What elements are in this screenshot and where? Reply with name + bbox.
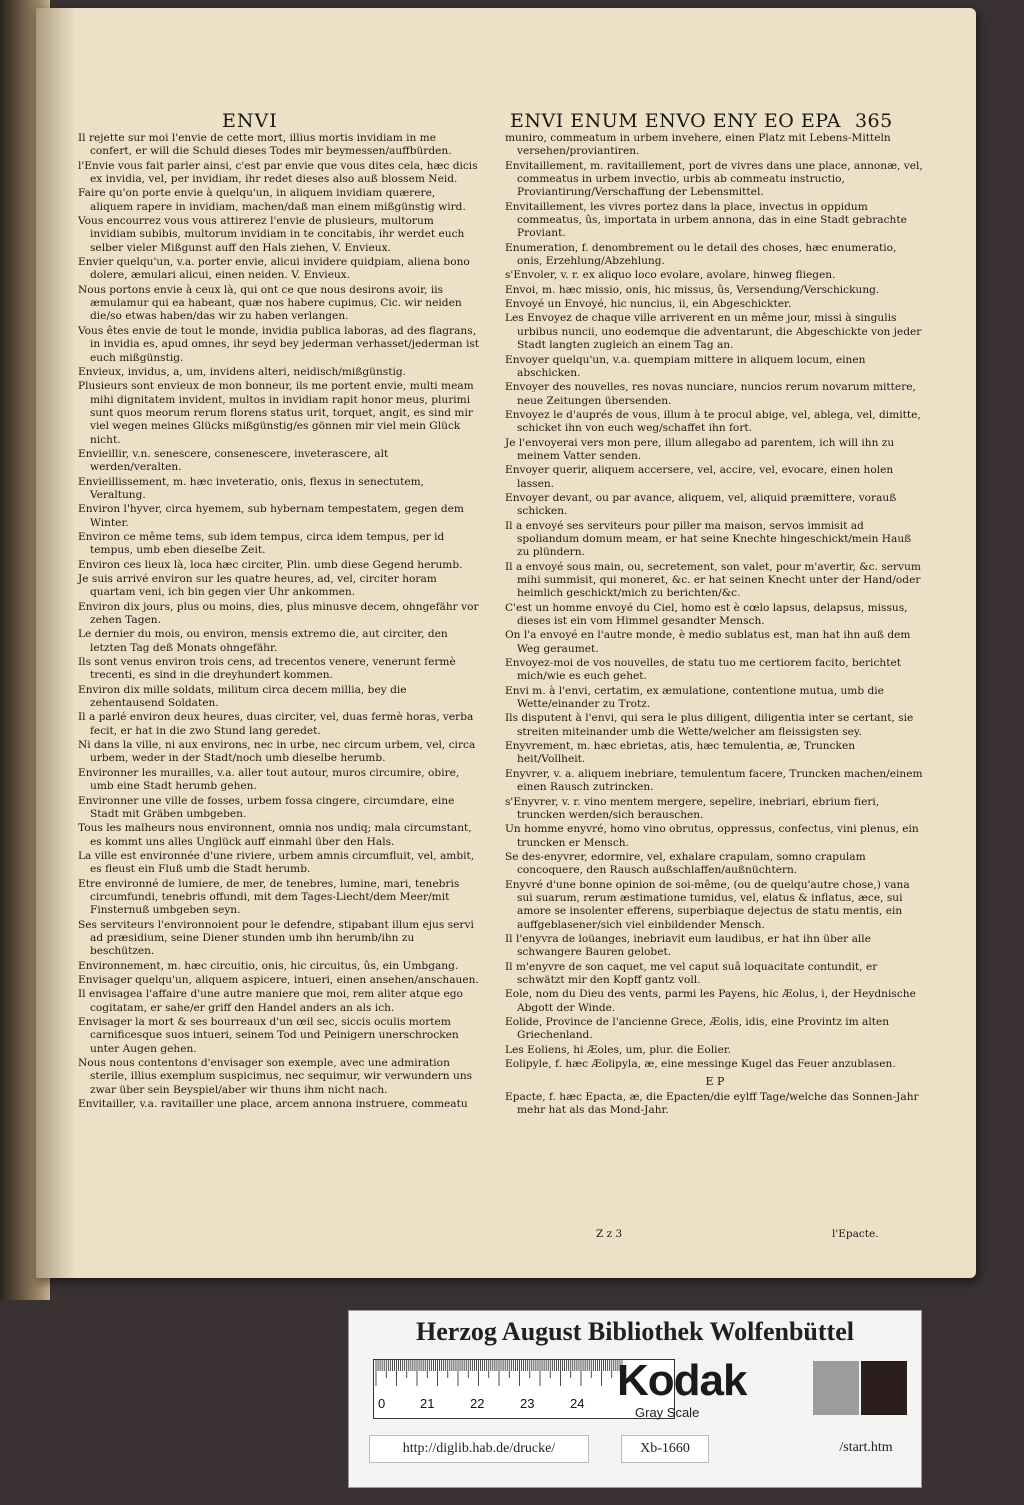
dictionary-entry: Ses serviteurs l'environnoient pour le defendre, stipabant illum ejus servi ad præsidium, seine Diener stunden umb ihn herumb/ihn zu beschützen. — [78, 918, 474, 958]
scale-label-22: 22 — [470, 1396, 485, 1411]
running-head-left: ENVI — [222, 110, 278, 132]
dictionary-entry: Eolide, Province de l'ancienne Grece, Æolis, idis, eine Provintz im alten Griechenland. — [505, 1016, 890, 1042]
dictionary-entry: Envoyer querir, aliquem accersere, vel, accire, vel, evocare, einen holen lassen. — [505, 464, 894, 490]
section-heading: E P — [705, 1075, 725, 1089]
dictionary-entry: Envieillir, v.n. senescere, consenescere, inveterascere, alt werden/veralten. — [78, 447, 389, 474]
library-label-card — [348, 1310, 922, 1488]
gray-patch-light — [813, 1361, 859, 1415]
library-url: http://diglib.hab.de/drucke/ — [369, 1435, 589, 1463]
dictionary-entry: C'est un homme envoyé du Ciel, homo est è cœlo lapsus, delapsus, missus, dieses ist ein vom Himmel gesandter Mensch. — [505, 601, 908, 628]
shelfmark: Xb-1660 — [621, 1435, 709, 1463]
dictionary-entry: Envoyer quelqu'un, v.a. quempiam mittere in aliquem locum, einen abschicken. — [505, 353, 866, 379]
dictionary-entry: Envoyé un Envoyé, hic nuncius, ii, ein Abgeschickter. — [505, 298, 792, 311]
page-number: 365 — [854, 110, 893, 132]
dictionary-entry: Envoi, m. hæc missio, onis, hic missus, ûs, Versendung/Verschickung. — [505, 283, 880, 296]
dictionary-entry: Un homme enyvré, homo vino obrutus, oppressus, confectus, vini plenus, ein truncken er Mensch. — [505, 823, 919, 849]
dictionary-entry: Envier quelqu'un, v.a. porter envie, alicui invidere quidpiam, aliena bono dolere, æmulari alicui, einen neiden. V. Envieux. — [78, 256, 470, 282]
dictionary-entry: Envitaillement, les vivres portez dans la place, invectus in oppidum commeatus, ûs, importata in urbem annona, das in eine Stadt gebrachte Proviant. — [505, 200, 907, 240]
left-column — [78, 132, 480, 1112]
dictionary-entry: Epacte, f. hæc Epacta, æ, die Epacten/die eylff Tage/welche das Sonnen-Jahr mehr hat als das Mond-Jahr. — [505, 1090, 919, 1117]
dictionary-entry: Environner une ville de fosses, urbem fossa cingere, circumdare, eine Stadt mit Gräben umbgeben. — [78, 794, 455, 820]
dictionary-entry: Les Eoliens, hi Æoles, um, plur. die Eolier. — [505, 1043, 732, 1056]
gray-patch-dark — [861, 1361, 907, 1415]
dictionary-entry: Environ ce même tems, sub idem tempus, circa idem tempus, per id tempus, umb eben dieselbe Zeit. — [78, 530, 445, 557]
running-head-right-text: ENVI ENUM ENVO ENY EO EPA — [510, 110, 841, 132]
dictionary-entry: Nous nous contentons d'envisager son exemple, avec une admiration sterile, illius exemplum suspicimus, nec sequimur, wir verwundern uns zwar über sein Beyspiel/aber wir thuns ihm nicht nach. — [78, 1057, 473, 1096]
dictionary-entry: Environ dix mille soldats, militum circa decem millia, bey die zehentausend Soldaten. — [78, 683, 407, 710]
dictionary-entry: Il m'enyvre de son caquet, me vel caput suâ loquacitate contundit, er schwätzt mir den Kopff gantz voll. — [505, 960, 878, 986]
dictionary-entry: muniro, commeatum in urbem invehere, einen Platz mit Lebens-Mitteln versehen/proviantiren. — [505, 132, 891, 158]
dictionary-entry: Enumeration, f. denombrement ou le detail des choses, hæc enumeratio, onis, Erzehlung/Abzehlung. — [505, 241, 897, 268]
scale-label-24: 24 — [570, 1396, 585, 1411]
dictionary-entry: Vous encourrez vous vous attirerez l'envie de plusieurs, multorum invidiam subibis, multorum invidiam in te concitabis, ihr werdet euch selber vieler Mißgunst auff den Hals ziehen, V. Envieux. — [78, 215, 465, 254]
signature-mark: Z z 3 — [596, 1228, 623, 1240]
dictionary-entry: Vous êtes envie de tout le monde, invidia publica laboras, ad des flagrans, in invidia es, apud omnes, ihr seyd bey jederman verhasset/jederman ist euch mißgünstig. — [78, 324, 480, 364]
dictionary-entry: Environ l'hyver, circa hyemem, sub hybernam tempestatem, gegen dem Winter. — [78, 503, 464, 529]
dictionary-entry: Ils sont venus environ trois cens, ad trecentos venere, venerunt fermè trecenti, es sind in die dreyhundert kommen. — [78, 656, 456, 682]
dictionary-entry: Je l'envoyerai vers mon pere, illum allegabo ad parentem, ich will ihn zu meinem Vatter senden. — [505, 436, 895, 462]
dictionary-entry: Envitailler, v.a. ravitailler une place, arcem annona instruere, commeatu — [78, 1098, 468, 1111]
dictionary-entry: Il rejette sur moi l'envie de cette mort, illius mortis invidiam in me confert, er will die Schuld dieses Todes mir beymessen/auffbürden. — [78, 132, 452, 158]
dictionary-entry: Il a envoyé ses serviteurs pour piller ma maison, servos immisit ad spoliandum domum meam, er hat seine Knechte hingeschickt/mein Hauß zu plündern. — [505, 519, 912, 559]
dictionary-entry: Environnement, m. hæc circuitio, onis, hic circuitus, ûs, ein Umbgang. — [78, 959, 459, 972]
dictionary-entry: Enyvrer, v. a. aliquem inebriare, temulentum facere, Truncken machen/einem einen Rausch zutrincken. — [505, 767, 923, 794]
scale-label-23: 23 — [520, 1396, 535, 1411]
dictionary-entry: On l'a envoyé en l'autre monde, è medio sublatus est, man hat ihn auß dem Weg geraumet. — [505, 629, 911, 655]
dictionary-entry: Le dernier du mois, ou environ, mensis extremo die, aut circiter, den letzten Tag deß Monats ohngefähr. — [78, 628, 448, 654]
dictionary-entry: Envoyer devant, ou par avance, aliquem, vel, aliquid præmittere, vorauß schicken. — [505, 491, 897, 518]
dictionary-entry: Eole, nom du Dieu des vents, parmi les Payens, hic Æolus, i, der Heydnische Abgott der Winde. — [505, 988, 916, 1014]
dictionary-entry: Envoyez-moi de vos nouvelles, de statu tuo me certiorem facito, berichtet mich/wie es euch gehet. — [505, 657, 901, 683]
running-head-right — [510, 110, 893, 132]
dictionary-entry: La ville est environnée d'une riviere, urbem amnis circumfluit, vel, ambit, es fleust ein Fluß umb die Stadt herumb. — [78, 849, 475, 876]
kodak-logo: Kodak — [617, 1356, 747, 1405]
dictionary-entry: Tous les malheurs nous environnent, omnia nos undiq; mala circumstant, es kommt uns alles Unglück auff einmahl über den Hals. — [78, 822, 472, 848]
dictionary-entry: Environ dix jours, plus ou moins, dies, plus minusve decem, ohngefähr vor zehen Tagen. — [78, 600, 479, 627]
dictionary-entry: Envoyer des nouvelles, res novas nunciare, nuncios rerum novarum mittere, neue Zeitungen übersenden. — [505, 381, 916, 407]
dictionary-entry: Envisager quelqu'un, aliquem aspicere, intueri, einen ansehen/anschauen. — [78, 973, 479, 986]
dictionary-entry: Envisager la mort & ses bourreaux d'un œil sec, siccis oculis mortem carnificesque suos intueri, seinem Tod und Peinigern unerschrocken unter Augen gehen. — [78, 1016, 459, 1055]
scale-label-21: 21 — [420, 1396, 435, 1411]
catchword: l'Epacte. — [832, 1228, 879, 1240]
dictionary-entry: Etre environné de lumiere, de mer, de tenebres, lumine, mari, tenebris circumfundi, tenebris offundi, mit dem Tages-Liecht/dem Meer/mit Finsternuß umbgeben seyn. — [78, 877, 460, 917]
dictionary-entry: Envi m. à l'envi, certatim, ex æmulatione, contentione mutua, umb die Wette/einander zu Trotz. — [505, 684, 884, 711]
dictionary-entry: Envitaillement, m. ravitaillement, port de vivres dans une place, annonæ, vel, commeatus in urbem invectio, urbis ab commeatu instructio, Proviantirung/Verschaffung der Lebensmittel. — [505, 159, 923, 199]
dictionary-entry: Ils disputent à l'envi, qui sera le plus diligent, diligentia inter se certant, sie streiten miteinander umb die Wette/welcher am fleissigsten sey. — [505, 712, 914, 738]
dictionary-entry: Il a parlé environ deux heures, duas circiter, vel, duas fermè horas, verba fecit, er hat in die zwo Stund lang geredet. — [78, 711, 474, 737]
dictionary-entry: s'Enyvrer, v. r. vino mentem mergere, sepelire, inebriari, ebrium fieri, truncken werden/sich berauschen. — [505, 795, 880, 821]
dictionary-entry: Plusieurs sont envieux de mon bonneur, ils me portent envie, multi meam mihi dignitatem invident, multos in invidiam rapit honor meus, plurimi sunt quos meorum rerum florens status urit, torquet, angit, es sind mir viel wegen meines Glücks mißgünstig/es gönnen mir viel mein Glück nicht. — [78, 380, 474, 446]
right-column — [505, 132, 925, 1118]
dictionary-entry: Se des-enyvrer, edormire, vel, exhalare crapulam, somno crapulam concoquere, den Rausch außschlaffen/außnüchtern. — [505, 850, 866, 877]
dictionary-entry: Envoyez le d'auprés de vous, illum à te procul abige, vel, ablega, vel, dimitte, schicket ihn von euch weg/schaffet ihn fort. — [505, 408, 921, 435]
start-path: /start.htm — [839, 1440, 893, 1455]
dictionary-entry: Il envisagea l'affaire d'une autre maniere que moi, rem aliter atque ego cogitatam, er sahe/er griff den Handel anders an als ich. — [78, 988, 463, 1014]
scale-label-0: 0 — [378, 1396, 386, 1411]
dictionary-entry: Il l'enyvra de loüanges, inebriavit eum laudibus, er hat ihn über alle schwangere Bauren gelobet. — [505, 932, 871, 959]
dictionary-entry: Envieillissement, m. hæc inveteratio, onis, flexus in senectutem, Veraltung. — [78, 475, 425, 501]
dictionary-entry: Enyvrement, m. hæc ebrietas, atis, hæc temulentia, æ, Truncken heit/Vollheit. — [505, 740, 856, 766]
dictionary-entry: s'Envoler, v. r. ex aliquo loco evolare, avolare, hinweg fliegen. — [505, 269, 836, 282]
dictionary-entry: Ni dans la ville, ni aux environs, nec in urbe, nec circum urbem, vel, circa urbem, weder in der Stadt/noch umb dieselbe herumb. — [78, 739, 476, 765]
dictionary-entry: Nous portons envie à ceux là, qui ont ce que nous desirons avoir, iis æmulamur qui ea habeant, quæ nos habere cupimus, Cic. wir neiden die/so etwas haben/das wir zu haben verlangen. — [78, 283, 462, 323]
library-title: Herzog August Bibliothek Wolfenbüttel — [416, 1317, 854, 1346]
dictionary-entry: Il a envoyé sous main, ou, secretement, son valet, pour m'avertir, &c. servum mihi summisit, qui moneret, &c. er hat seinen Knecht unter der Hand/oder heimlich geschickt/mich zu berichten/&c. — [505, 560, 921, 600]
dictionary-entry: Je suis arrivé environ sur les quatre heures, ad, vel, circiter horam quartam veni, ich bin gegen vier Uhr ankommen. — [78, 573, 437, 599]
dictionary-entry: Enyvré d'une bonne opinion de soi-même, (ou de quelqu'autre chose,) vana sui suarum, rerum æstimatione tumidus, vel, elatus & inflatus, æce, sui amore se insolenter efferens, superbiaque dejectus de statu mentis, ein auffgeblasener/sich viel einbildender Mensch. — [505, 878, 910, 931]
dictionary-entry: Les Envoyez de chaque ville arriverent en un même jour, missi à singulis urbibus nuncii, uno eodemque die adventarunt, die Abgeschickte von jeder Stadt langten zugleich an einem Tag an. — [505, 312, 922, 352]
dictionary-entry: Eolipyle, f. hæc Æolipyla, æ, eine messinge Kugel das Feuer anzublasen. — [505, 1058, 896, 1071]
gray-scale-label: Gray Scale — [635, 1405, 700, 1420]
dictionary-entry: Environ ces lieux là, loca hæc circiter, Plin. umb diese Gegend herumb. — [78, 558, 463, 571]
dictionary-entry: Envieux, invidus, a, um, invidens alteri, neidisch/mißgünstig. — [78, 365, 407, 378]
dictionary-entry: l'Envie vous fait parler ainsi, c'est par envie que vous dites cela, hæc dicis ex invidia, vel, per invidiam, ihr redet dieses also auß blossem Neid. — [78, 159, 478, 186]
dictionary-entry: Faire qu'on porte envie à quelqu'un, in aliquem invidiam quærere, aliquem rapere in invidiam, machen/daß man einem mißgünstig wird. — [78, 187, 466, 213]
dictionary-entry: Environner les murailles, v.a. aller tout autour, muros circumire, obire, umb eine Stadt herumb gehen. — [78, 766, 460, 793]
